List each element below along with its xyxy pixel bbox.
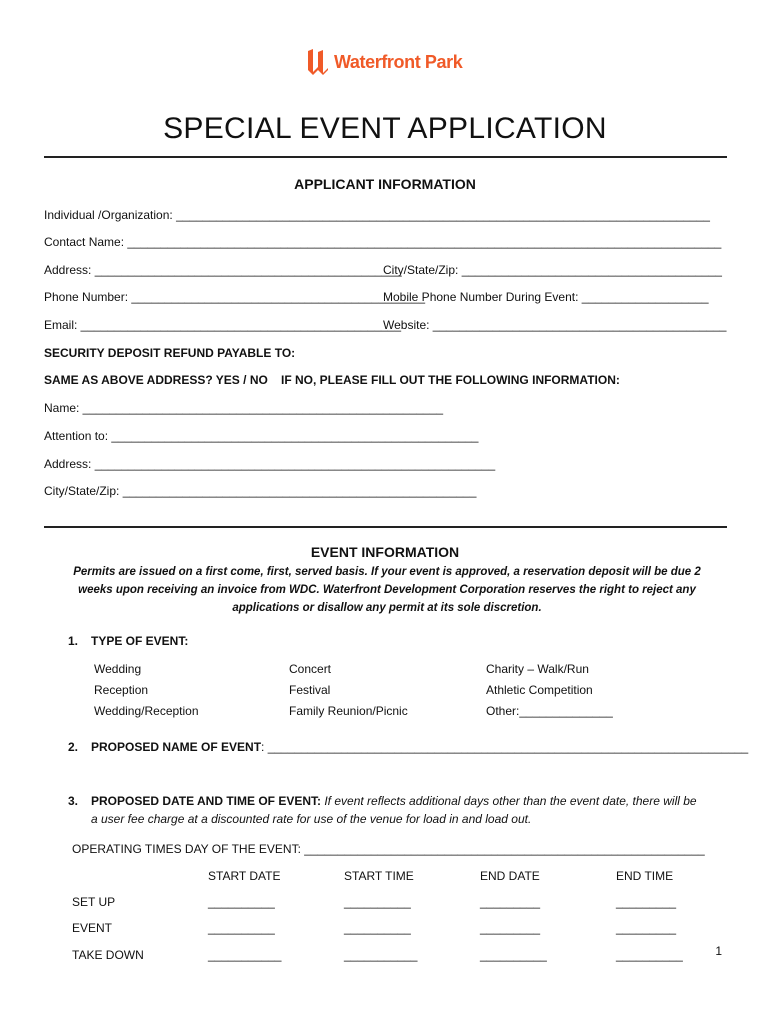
deposit-address-field[interactable]: Address: ____________________________________________________________ — [44, 457, 496, 471]
q2-label: PROPOSED NAME OF EVENT — [91, 740, 262, 754]
takedown-start-date[interactable]: ___________ — [208, 948, 282, 962]
page-title: SPECIAL EVENT APPLICATION — [163, 112, 607, 145]
option-athletic[interactable] — [476, 679, 613, 700]
website-field[interactable]: Website: ____________________________________________ — [383, 318, 727, 332]
page-number: 1 — [715, 944, 722, 958]
row-label-event: EVENT — [72, 921, 113, 935]
attention-field[interactable]: Attention to: _______________________________________________________ — [44, 429, 479, 443]
email-field[interactable]: Email: ________________________________________________ — [44, 318, 402, 332]
contact-name-field[interactable]: Contact Name: _________________________________________________________________________________________ — [44, 235, 722, 249]
header-start-time: START TIME — [344, 869, 414, 883]
q3-note-continued: a user fee charge at a discounted rate for use of the venue for load in and load out. — [91, 812, 532, 826]
operating-times-field[interactable]: OPERATING TIMES DAY OF THE EVENT: ____________________________________________________________ — [72, 842, 705, 856]
same-address-question[interactable]: SAME AS ABOVE ADDRESS? YES / NO — [44, 373, 268, 387]
setup-start-date[interactable]: __________ — [208, 895, 275, 909]
event-end-date[interactable]: _________ — [480, 921, 541, 935]
header-start-date: START DATE — [208, 869, 281, 883]
q3-label: PROPOSED DATE AND TIME OF EVENT: — [91, 794, 322, 808]
setup-end-time[interactable]: _________ — [616, 895, 677, 909]
option-label: Charity – Walk/Run — [486, 661, 589, 676]
notice-line: Permits are issued on a first come, first, served basis. If your event is approved, a reservation deposit will be due 2 — [73, 566, 701, 578]
q2-line[interactable]: : ________________________________________________________________________ — [261, 740, 749, 754]
if-no-instruction: IF NO, PLEASE FILL OUT THE FOLLOWING INFORMATION: — [281, 373, 620, 387]
phone-field[interactable]: Phone Number: ____________________________________________ — [44, 290, 426, 304]
event-type-column-2 — [279, 658, 408, 721]
waterfront-logo-icon — [307, 48, 329, 76]
q3-note: If event reflects additional days other than the event date, there will be — [321, 794, 697, 808]
city-state-zip-field[interactable]: City/State/Zip: _______________________________________ — [383, 263, 722, 277]
notice-line: applications or disallow any permit at its sole discretion. — [232, 602, 542, 614]
section-divider — [44, 526, 727, 528]
option-label: Festival — [289, 682, 331, 697]
event-heading: EVENT INFORMATION — [310, 544, 460, 560]
event-start-date[interactable]: __________ — [208, 921, 275, 935]
q3-row — [91, 794, 697, 808]
event-end-time[interactable]: _________ — [616, 921, 677, 935]
setup-start-time[interactable]: __________ — [344, 895, 411, 909]
individual-field[interactable]: Individual /Organization: ________________________________________________________________________________ — [44, 208, 710, 222]
notice-line: weeks upon receiving an invoice from WDC. Waterfront Development Corporation reserves the right to reject any — [78, 584, 696, 596]
takedown-start-time[interactable]: ___________ — [344, 948, 418, 962]
row-label-takedown: TAKE DOWN — [72, 948, 144, 962]
event-notice — [56, 563, 718, 617]
takedown-end-date[interactable]: __________ — [480, 948, 547, 962]
q3-number: 3. — [68, 794, 79, 808]
option-label: Reception — [94, 682, 149, 697]
waterfront-park-logo — [307, 46, 462, 78]
mobile-phone-field[interactable]: Mobile Phone Number During Event: ___________________ — [383, 290, 709, 304]
row-label-setup: SET UP — [72, 895, 116, 909]
option-label: Concert — [289, 661, 332, 676]
option-reception[interactable] — [84, 679, 199, 700]
address-field[interactable]: Address: ______________________________________________ — [44, 263, 402, 277]
deposit-heading: SECURITY DEPOSIT REFUND PAYABLE TO: — [44, 346, 296, 360]
q2-number: 2. — [68, 740, 79, 754]
deposit-city-field[interactable]: City/State/Zip: _____________________________________________________ — [44, 484, 477, 498]
title-divider — [44, 156, 727, 158]
q1-label: TYPE OF EVENT: — [91, 634, 189, 648]
option-label: Wedding — [94, 661, 142, 676]
applicant-heading: APPLICANT INFORMATION — [294, 176, 476, 192]
option-label: Family Reunion/Picnic — [289, 703, 408, 718]
deposit-name-field[interactable]: Name: ______________________________________________________ — [44, 401, 444, 415]
event-start-time[interactable]: __________ — [344, 921, 411, 935]
option-wedding[interactable] — [84, 658, 199, 679]
option-family-reunion[interactable] — [279, 700, 408, 721]
option-wedding-reception[interactable] — [84, 700, 199, 721]
header-end-date: END DATE — [480, 869, 540, 883]
option-charity[interactable] — [476, 658, 613, 679]
logo-text: Waterfront Park — [334, 51, 463, 72]
q1-number: 1. — [68, 634, 79, 648]
setup-end-date[interactable]: _________ — [480, 895, 541, 909]
header-end-time: END TIME — [616, 869, 674, 883]
event-type-column-3 — [476, 658, 613, 721]
option-concert[interactable] — [279, 658, 408, 679]
takedown-end-time[interactable]: __________ — [616, 948, 683, 962]
option-other[interactable] — [476, 700, 613, 721]
option-label: Athletic Competition — [486, 682, 593, 697]
event-type-column-1 — [84, 658, 199, 721]
option-festival[interactable] — [279, 679, 408, 700]
q2-row[interactable] — [91, 740, 748, 754]
option-label: Wedding/Reception — [94, 703, 199, 718]
option-label: Other:______________ — [486, 703, 613, 718]
